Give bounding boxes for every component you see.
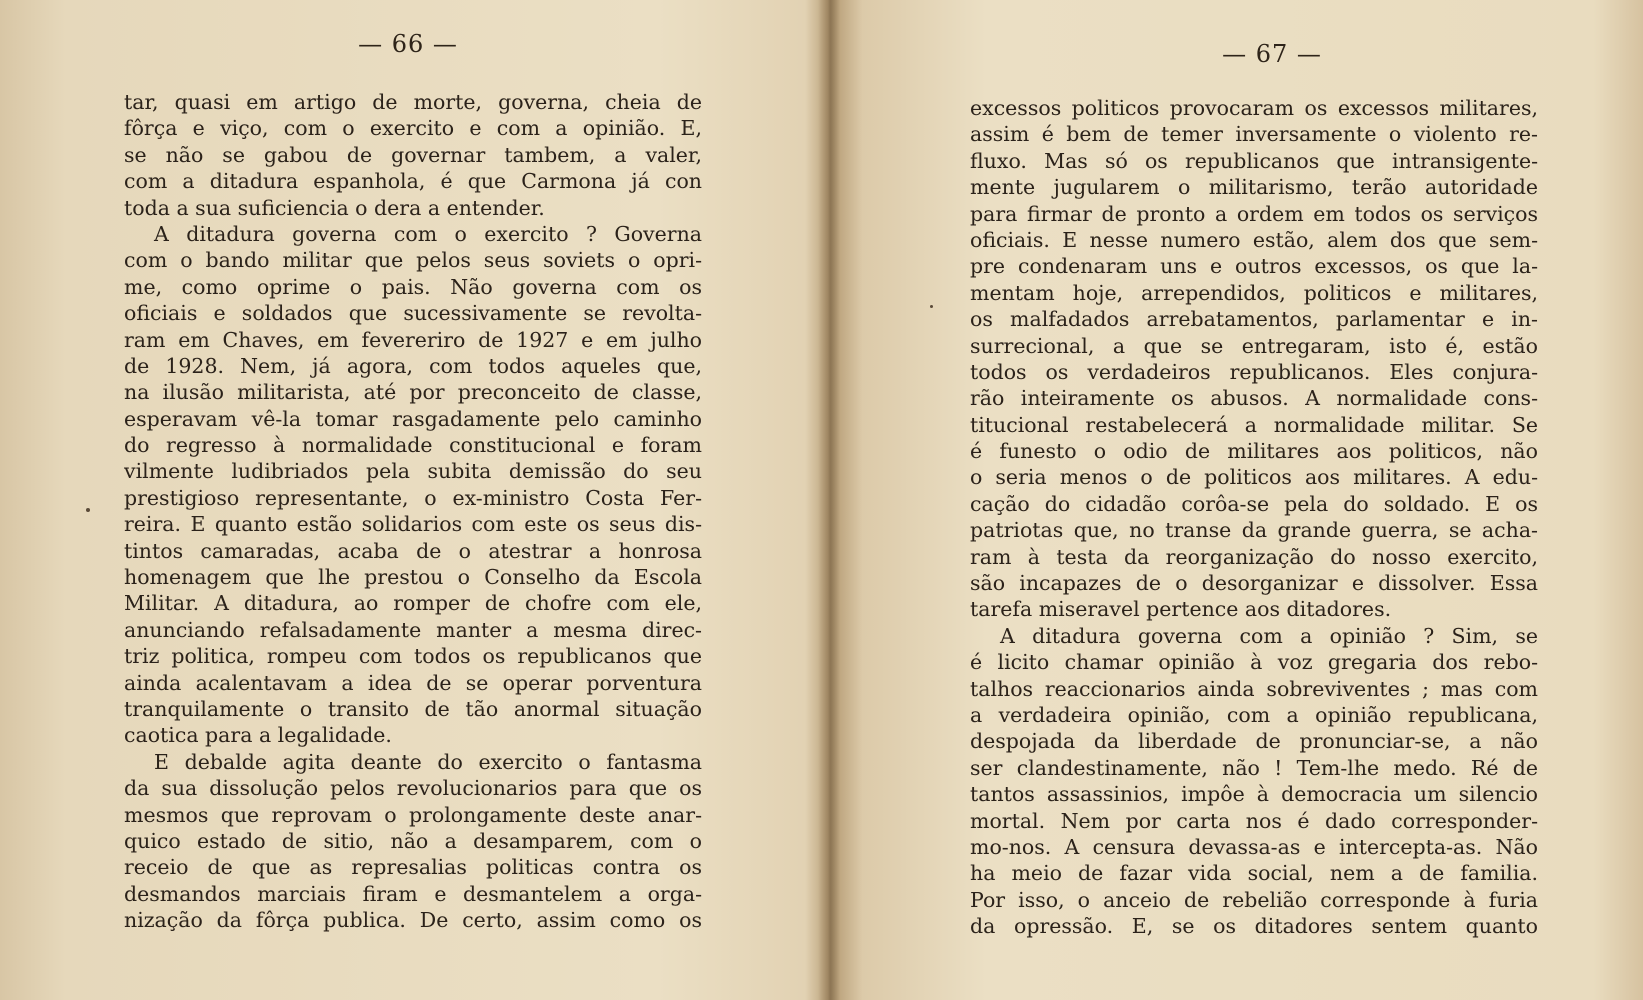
text-line: receio de que as represalias politicas contra os — [124, 855, 702, 880]
text-line: talhos reaccionarios ainda sobreviventes ; mas com — [970, 676, 1538, 701]
right-page — [830, 0, 1643, 1000]
text-line: para firmar de pronto a ordem em todos os serviços — [970, 201, 1538, 226]
text-line: tarefa miseravel pertence aos ditadores. — [970, 597, 1392, 622]
text-line: se não se gabou de governar tambem, a valer, — [124, 142, 702, 167]
text-line: rão inteiramente os abusos. A normalidade cons- — [970, 386, 1538, 411]
text-line: da sua dissolução pelos revolucionarios para que os — [124, 776, 702, 801]
text-line: despojada da liberdade de pronunciar-se, a não — [970, 729, 1538, 754]
text-line: triz politica, rompeu com todos os republicanos que — [124, 644, 702, 669]
text-line: mortal. Nem por carta nos é dado corresponder- — [970, 808, 1538, 833]
text-line: mo-nos. A censura devassa-as e intercepta-as. Não — [970, 834, 1538, 859]
text-line: oficiais. E nesse numero estão, alem dos que sem- — [970, 227, 1538, 252]
text-line: fluxo. Mas só os republicanos que intransigente- — [970, 148, 1538, 173]
text-line: excessos politicos provocaram os excessos militares, — [970, 96, 1538, 120]
text-line: Por isso, o anceio de rebelião corresponde à furia — [970, 887, 1538, 912]
text-line: ha meio de fazar vida social, nem a de familia. — [970, 861, 1538, 886]
text-line: reira. E quanto estão solidarios com este os seus dis- — [124, 512, 702, 537]
text-line: com a ditadura espanhola, é que Carmona já con — [124, 169, 702, 194]
page-number-67: — 67 — — [1222, 40, 1322, 68]
text-line: cação do cidadão corôa-se pela do soldado. E os — [970, 491, 1538, 516]
text-line: ram em Chaves, em fevereriro de 1927 e em julho — [124, 327, 702, 352]
text-line: todos os verdadeiros republicanos. Eles conjura- — [970, 359, 1538, 384]
text-line: pre condenaram uns e outros excessos, os que la- — [970, 254, 1538, 279]
text-line: ram à testa da reorganização do nosso exercito, — [970, 544, 1538, 569]
text-line: E debalde agita deante do exercito o fantasma — [154, 749, 702, 774]
text-line: é funesto o odio de militares aos politicos, não — [970, 439, 1538, 464]
text-line: desmandos marciais firam e desmantelem a orga- — [124, 881, 702, 906]
text-line: tar, quasi em artigo de morte, governa, cheia de — [124, 90, 702, 114]
text-line: com o bando militar que pelos seus soviets o opri- — [124, 248, 702, 273]
text-line: patriotas que, no transe da grande guerra, se acha- — [970, 518, 1538, 543]
text-line: quico estado de sitio, não a desamparem, com o — [124, 828, 702, 853]
text-line: oficiais e soldados que sucessivamente se revolta- — [124, 301, 702, 326]
paper-speck — [86, 508, 90, 512]
text-line: tintos camaradas, acaba de o atestrar a honrosa — [124, 538, 702, 563]
text-line: toda a sua suficiencia o dera a entender. — [124, 195, 545, 220]
text-line: prestigioso representante, o ex-ministro Costa Fer- — [124, 485, 702, 510]
text-line: esperavam vê-la tomar rasgadamente pelo caminho — [124, 406, 702, 431]
text-line: vilmente ludibriados pela subita demissão do seu — [124, 459, 702, 484]
text-line: titucional restabelecerá a normalidade militar. Se — [970, 412, 1538, 437]
page-number-66: — 66 — — [358, 30, 458, 58]
text-line: de 1928. Nem, já agora, com todos aqueles que, — [124, 353, 702, 378]
text-line: na ilusão militarista, até por preconceito de classe, — [124, 380, 702, 405]
text-line: surrecional, a que se entregaram, isto é, estão — [970, 333, 1538, 358]
text-line: fôrça e viço, com o exercito e com a opinião. E, — [124, 116, 702, 141]
text-line: caotica para a legalidade. — [124, 723, 392, 748]
text-line: ainda acalentavam a idea de se operar porventura — [124, 670, 702, 695]
text-line: mesmos que reprovam o prolongamente deste anar- — [124, 802, 702, 827]
text-line: homenagem que lhe prestou o Conselho da Escola — [124, 565, 702, 590]
text-line: assim é bem de temer inversamente o violento re- — [970, 122, 1538, 147]
text-line: é licito chamar opinião à voz gregaria dos rebo- — [970, 650, 1538, 675]
paper-speck — [930, 305, 933, 308]
text-line: são incapazes de o desorganizar e dissolver. Essa — [970, 571, 1538, 596]
text-line: ser clandestinamente, não ! Tem-lhe medo. Ré de — [970, 755, 1538, 780]
text-line: o seria menos o de politicos aos militares. A edu- — [970, 465, 1538, 490]
text-line: do regresso à normalidade constitucional e foram — [124, 433, 702, 458]
text-line: anunciando refalsadamente manter a mesma direc- — [124, 617, 702, 642]
text-line: da opressão. E, se os ditadores sentem quanto — [970, 914, 1538, 939]
text-line: mentam hoje, arrependidos, politicos e militares, — [970, 280, 1538, 305]
text-line: A ditadura governa com o exercito ? Governa — [154, 221, 702, 246]
left-page-text — [124, 89, 702, 934]
text-line: me, como oprime o pais. Não governa com os — [124, 274, 702, 299]
text-line: Militar. A ditadura, ao romper de chofre com ele, — [124, 591, 702, 616]
text-line: A ditadura governa com a opinião ? Sim, se — [1000, 623, 1538, 648]
text-line: nização da fôrça publica. De certo, assim como os — [124, 908, 702, 933]
text-line: tranquilamente o transito de tão anormal situação — [124, 696, 702, 721]
text-line: mente jugularem o militarismo, terão autoridade — [970, 175, 1538, 200]
text-line: tantos assassinios, impôe à democracia um silencio — [970, 782, 1538, 807]
text-line: a verdadeira opinião, com a opinião republicana, — [970, 702, 1538, 727]
right-page-text — [970, 95, 1538, 940]
text-line: os malfadados arrebatamentos, parlamentar e in- — [970, 307, 1538, 332]
